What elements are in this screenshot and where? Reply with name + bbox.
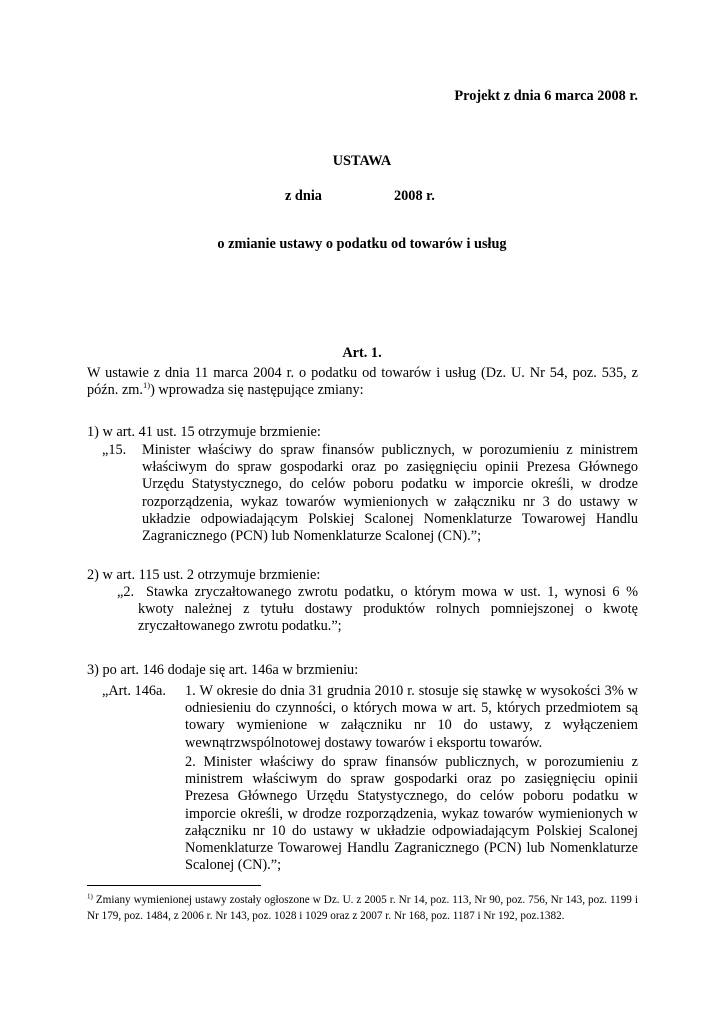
change-1-mark: „15.: [102, 442, 127, 458]
change-3-paragraph-1: 1. W okresie do dnia 31 grudnia 2010 r. stosuje się stawkę w wysokości 3% w odniesieniu do czynności, o których mowa w art. 5, których przedmiotem są towary wymienione w załączniku nr 10 do ustawy, z wyłączeniem wewnątrzwspólnotowej dostawy towarów i eksportu towarów.: [185, 683, 638, 751]
change-3-mark: „Art. 146a.: [102, 683, 166, 699]
intro-text-before: W ustawie z dnia 11 marca 2004 r. o podatku od towarów i usług (Dz. U. Nr 54, poz. 535, z późn. zm.: [87, 365, 638, 399]
article-heading: Art. 1.: [342, 345, 382, 361]
change-1-text: Minister właściwy do spraw finansów publicznych, w porozumieniu z ministrem właściwym do spraw gospodarki oraz po zasięgnięciu opinii Prezesa Głównego Urzędu Statystycznego, do celów poboru podatku w imporcie określi, w drodze rozporządzenia, wykaz towarów wymienionych w załączniku nr 3 do ustawy w układzie odpowiadającym Polskiej Scalonej Nomenklaturze Towarowej Handlu Zagranicznego (PCN) lub Nomenklaturze Scalonej (CN).”;: [142, 442, 638, 545]
change-2-text: Stawka zryczałtowanego zwrotu podatku, o którym mowa w ust. 1, wynosi 6 % kwoty należnej z tytułu dostawy produktów rolnych pomniejszonej o kwotę zryczałtowanego zwrotu podatku.”;: [138, 584, 638, 635]
article-intro: [87, 365, 638, 399]
footnote-reference: 1): [142, 380, 151, 391]
footnote-text: Zmiany wymienionej ustawy zostały ogłoszone w Dz. U. z 2005 r. Nr 14, poz. 113, Nr 90, poz. 756, Nr 143, poz. 1199 i Nr 179, poz. 1484, z 2006 r. Nr 143, poz. 1028 i 1029 oraz z 2007 r. Nr 168, poz. 1187 i Nr 192, poz.1382.: [87, 894, 638, 922]
footnote: [87, 893, 638, 924]
intro-text-after: ) wprowadza się następujące zmiany:: [150, 382, 364, 399]
act-type-title: USTAWA: [332, 153, 392, 169]
project-date: Projekt z dnia 6 marca 2008 r.: [454, 88, 638, 104]
date-right: 2008 r.: [394, 188, 435, 204]
footnote-number: 1): [87, 892, 93, 901]
act-subject: o zmianie ustawy o podatku od towarów i usług: [217, 236, 507, 252]
change-3-paragraph-2: 2. Minister właściwy do spraw finansów publicznych, w porozumieniu z ministrem właściwym do spraw gospodarki oraz po zasięgnięciu opinii Prezesa Głównego Urzędu Statystycznego, do celów poboru podatku w imporcie określi, w drodze rozporządzenia, wykaz towarów wymienionych w załączniku nr 10 do ustawy w układzie odpowiadającym Polskiej Scalonej Nomenklaturze Towarowej Handlu Zagranicznego (PCN) lub Nomenklaturze Scalonej (CN).”;: [185, 754, 638, 874]
change-1-label: 1) w art. 41 ust. 15 otrzymuje brzmienie:: [87, 424, 321, 440]
change-2-mark: „2.: [117, 584, 135, 600]
change-3-label: 3) po art. 146 dodaje się art. 146a w brzmieniu:: [87, 662, 359, 678]
footnote-separator: [87, 885, 261, 886]
date-left: z dnia: [285, 188, 322, 204]
change-2-label: 2) w art. 115 ust. 2 otrzymuje brzmienie:: [87, 567, 321, 583]
